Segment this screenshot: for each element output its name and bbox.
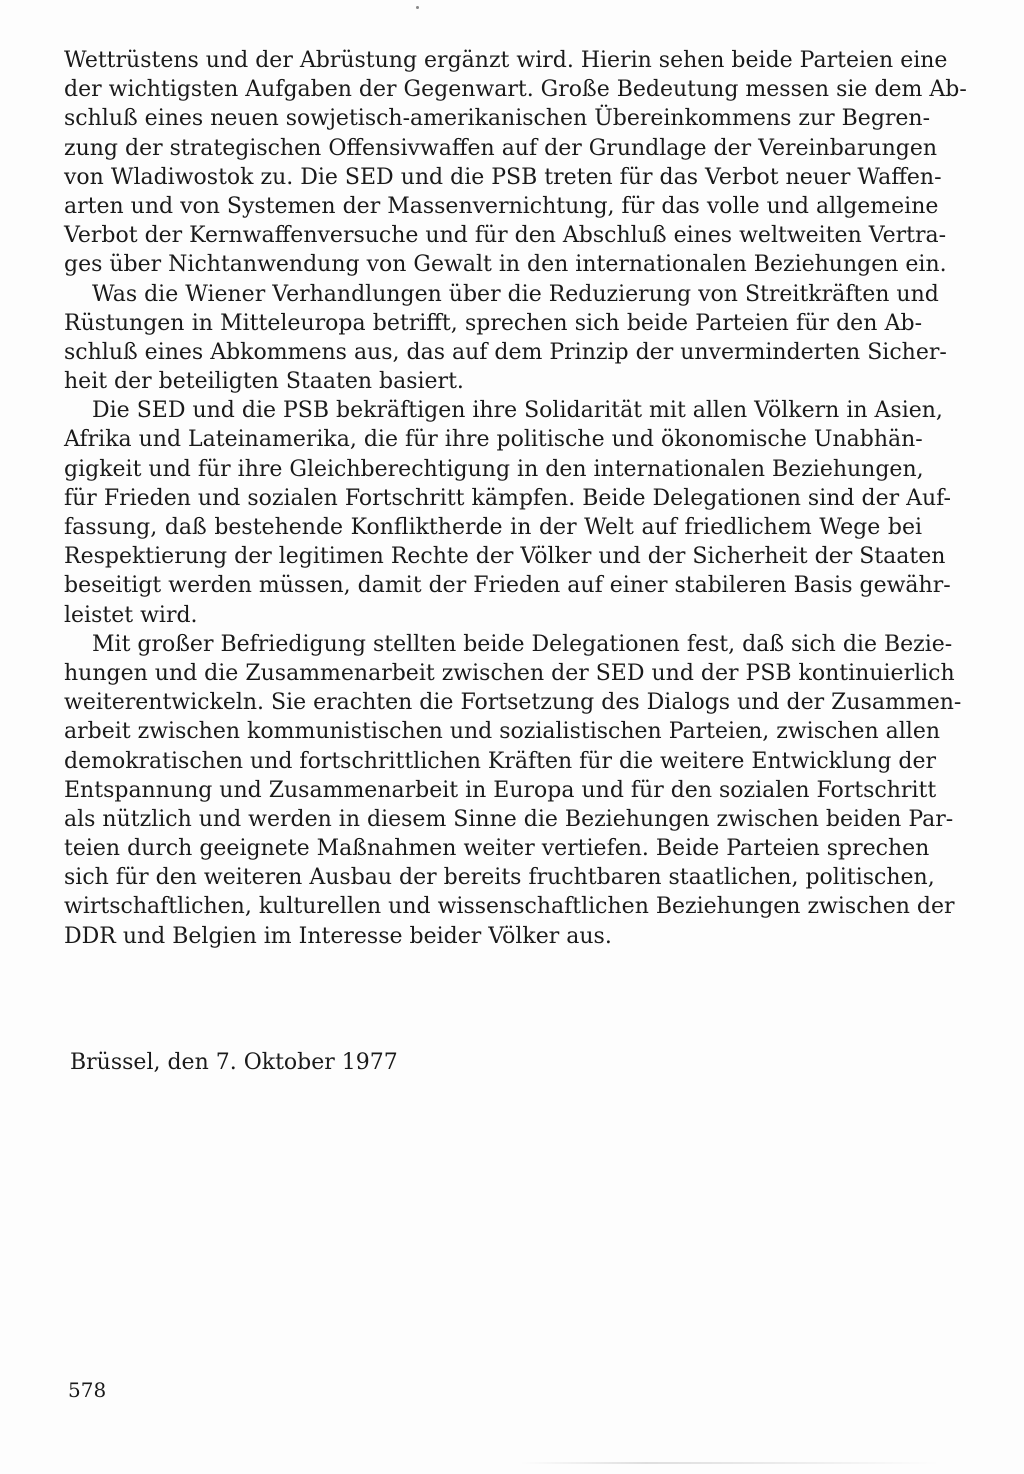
text-line: für Frieden und sozialen Fortschritt kämpfen. Beide Delegationen sind der Auf-: [64, 485, 951, 511]
paragraph-1: [64, 46, 967, 280]
text-line: sich für den weiteren Ausbau der bereits fruchtbaren staatlichen, politischen,: [64, 865, 935, 891]
text-line: schluß eines neuen sowjetisch-amerikanischen Übereinkommens zur Begren-: [64, 106, 931, 132]
text-line: von Wladiwostok zu. Die SED und die PSB treten für das Verbot neuer Waffen-: [64, 164, 942, 190]
text-line: schluß eines Abkommens aus, das auf dem Prinzip der unverminderten Sicher-: [64, 339, 947, 365]
text-line: leistet wird.: [64, 602, 198, 628]
text-line: arbeit zwischen kommunistischen und sozialistischen Parteien, zwischen allen: [64, 719, 941, 745]
paragraph-4: [64, 630, 962, 951]
scan-edge-noise: [520, 1462, 940, 1464]
text-line: hungen und die Zusammenarbeit zwischen der SED und der PSB kontinuierlich: [64, 660, 955, 686]
text-line: wirtschaftlichen, kulturellen und wissenschaftlichen Beziehungen zwischen der: [64, 894, 955, 920]
text-line: fassung, daß bestehende Konfliktherde in der Welt auf friedlichem Wege bei: [64, 515, 922, 540]
text-line: beseitigt werden müssen, damit der Frieden auf einer stabileren Basis gewähr-: [64, 573, 951, 599]
text-line: heit der beteiligten Staaten basiert.: [64, 369, 464, 395]
text-line: Entspannung und Zusammenarbeit in Europa und für den sozialen Fortschritt: [64, 777, 937, 803]
closing-date-line: Brüssel, den 7. Oktober 1977: [70, 1050, 398, 1075]
text-line: Die SED und die PSB bekräftigen ihre Solidarität mit allen Völkern in Asien,: [92, 398, 943, 424]
page-number: 578: [68, 1378, 107, 1402]
text-line: weiterentwickeln. Sie erachten die Fortsetzung des Dialogs und der Zusammen-: [64, 690, 962, 716]
text-line: ges über Nichtanwendung von Gewalt in den internationalen Beziehungen ein.: [64, 252, 947, 278]
text-line: DDR und Belgien im Interesse beider Völker aus.: [64, 923, 612, 949]
text-line: Rüstungen in Mitteleuropa betrifft, sprechen sich beide Parteien für den Ab-: [64, 310, 922, 336]
text-line: Respektierung der legitimen Rechte der Völker und der Sicherheit der Staaten: [64, 544, 946, 570]
paragraph-2: [64, 280, 947, 397]
body-text: [64, 46, 967, 951]
text-line: Wettrüstens und der Abrüstung ergänzt wird. Hierin sehen beide Parteien eine: [64, 48, 948, 73]
scan-speck: [416, 6, 419, 9]
text-line: arten und von Systemen der Massenvernichtung, für das volle und allgemeine: [64, 193, 939, 219]
text-line: zung der strategischen Offensivwaffen auf der Grundlage der Vereinbarungen: [64, 135, 938, 161]
text-line: Mit großer Befriedigung stellten beide Delegationen fest, daß sich die Bezie-: [92, 631, 953, 657]
paragraph-3: [64, 396, 951, 630]
text-line: teien durch geeignete Maßnahmen weiter vertiefen. Beide Parteien sprechen: [64, 836, 930, 862]
text-line: Afrika und Lateinamerika, die für ihre politische und ökonomische Unabhän-: [64, 427, 923, 453]
text-line: demokratischen und fortschrittlichen Kräften für die weitere Entwicklung der: [64, 748, 937, 774]
text-line: der wichtigsten Aufgaben der Gegenwart. Große Bedeutung messen sie dem Ab-: [64, 77, 967, 103]
text-line: Was die Wiener Verhandlungen über die Reduzierung von Streitkräften und: [92, 281, 939, 307]
text-line: gigkeit und für ihre Gleichberechtigung in den internationalen Beziehungen,: [64, 456, 924, 482]
text-line: als nützlich und werden in diesem Sinne die Beziehungen zwischen beiden Par-: [64, 806, 954, 832]
text-line: Verbot der Kernwaffenversuche und für den Abschluß eines weltweiten Vertra-: [64, 223, 947, 249]
